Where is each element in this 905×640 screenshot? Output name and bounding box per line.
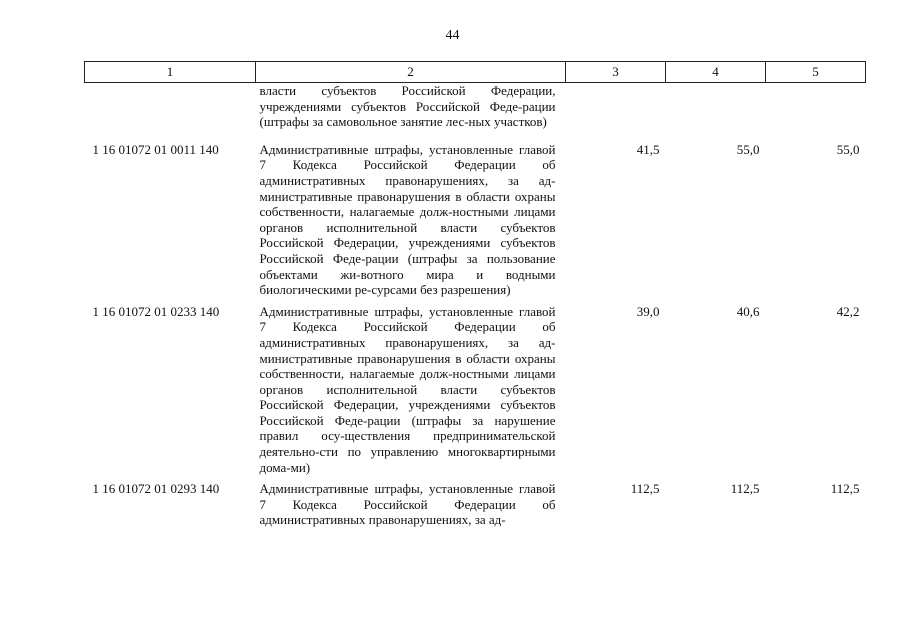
page-number: 44 <box>445 28 460 43</box>
row-value-col3: 112,5 <box>630 481 660 497</box>
row-value-col5: 42,2 <box>836 303 860 319</box>
row-value-col3 <box>566 83 666 136</box>
row-code: 1 16 01072 01 0011 140 <box>92 141 219 157</box>
row-description: Административные штрафы, установленные главой 7 Кодекса Российской Федерации об административных правонарушениях, за ад-министративные правонарушения в области охраны собственности, налагаемые долж-ностными лицами органов исполнительной власти субъектов Российской Федерации, учреждениями субъектов Российской Феде-рации (штрафы за пользование объектами жи-вотного мира и водными биологическими ре-сурсами без разрешения) <box>259 141 556 298</box>
header-col-1: 1 <box>85 62 256 83</box>
table-row <box>85 298 866 476</box>
row-value-col4 <box>666 83 766 136</box>
row-value-col4: 40,6 <box>736 303 760 319</box>
header-col-2: 2 <box>256 62 566 83</box>
row-value-col5: 112,5 <box>830 481 860 497</box>
budget-table <box>84 61 866 528</box>
header-col-5: 5 <box>766 62 866 83</box>
row-code <box>85 83 256 136</box>
table-header <box>85 62 866 83</box>
row-value-col4: 112,5 <box>730 481 760 497</box>
row-description: Административные штрафы, установленные главой 7 Кодекса Российской Федерации об административных правонарушениях, за ад- <box>259 481 556 528</box>
row-value-col5: 55,0 <box>836 141 860 157</box>
row-code: 1 16 01072 01 0293 140 <box>92 481 220 497</box>
row-description: Административные штрафы, установленные главой 7 Кодекса Российской Федерации об административных правонарушениях, за ад-министративные правонарушения в области охраны собственности, налагаемые долж-ностными лицами органов исполнительной власти субъектов Российской Федерации, учреждениями субъектов Российской Феде-рации (штрафы за нарушение правил осу-ществления предпринимательской деятельно-сти по управлению многоквартирными дома-ми) <box>259 303 556 475</box>
row-code: 1 16 01072 01 0233 140 <box>92 303 220 319</box>
row-value-col5 <box>766 83 866 136</box>
row-value-col3: 41,5 <box>636 141 660 157</box>
row-value-col4: 55,0 <box>736 141 760 157</box>
header-col-4: 4 <box>666 62 766 83</box>
row-value-col3: 39,0 <box>636 303 660 319</box>
table-row <box>85 475 866 528</box>
header-col-3: 3 <box>566 62 666 83</box>
table-row <box>85 136 866 298</box>
table-row-continuation <box>85 83 866 136</box>
row-description: власти субъектов Российской Федерации, учреждениями субъектов Российской Феде-рации (штрафы за самовольное занятие лес-ных участков) <box>259 83 556 130</box>
